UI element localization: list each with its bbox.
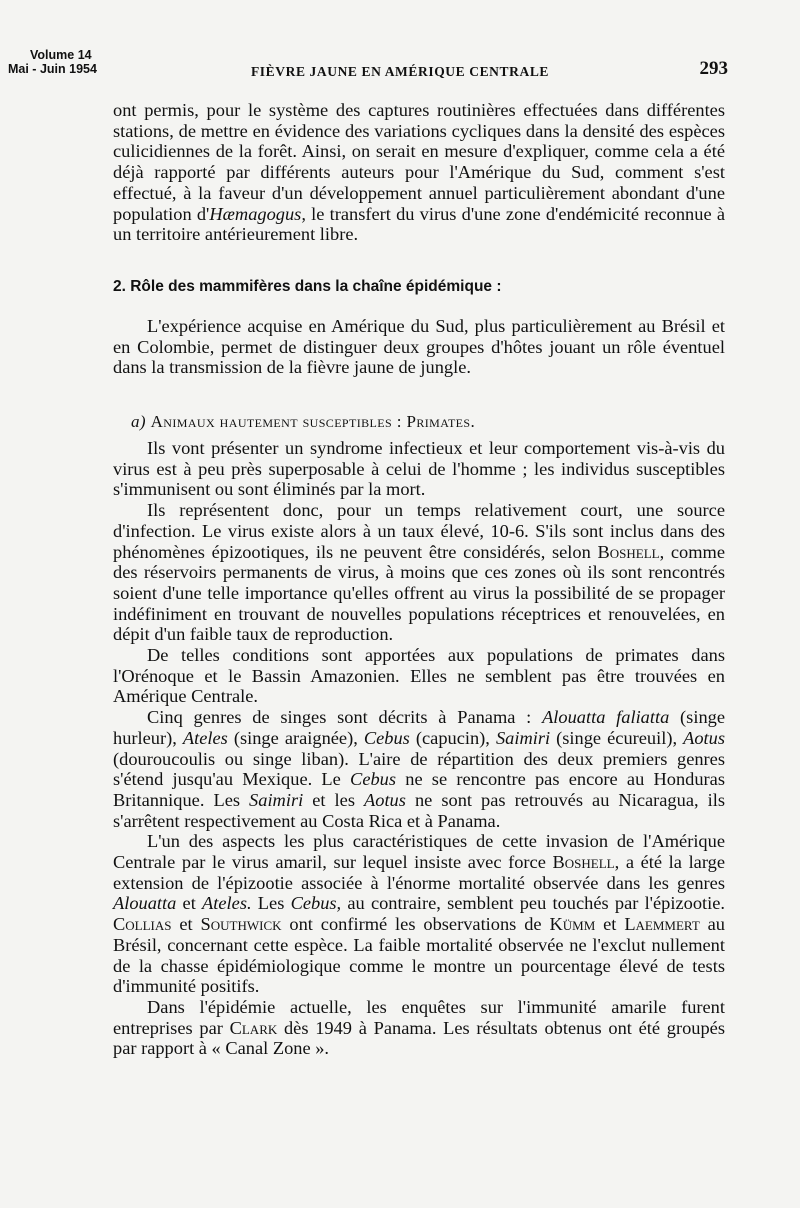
paragraph-3: Ils vont présenter un syndrome infectieux et leur comportement vis-à-vis du virus est à peu près superposable à celui de l'homme ; les individus susceptibles s'immunisent ou sont éliminés par la mort.	[113, 438, 725, 500]
text-run: et	[176, 893, 203, 914]
text-run: (capucin),	[409, 727, 496, 748]
paragraph-6	[113, 707, 725, 831]
text-run: au contraire, semblent peu touchés par l'épizootie.	[341, 893, 725, 914]
author-name: Laemmert	[624, 914, 700, 935]
text-run: (singe araignée),	[227, 727, 364, 748]
author-name: Southwick	[200, 914, 282, 935]
text-run: ont confirmé les observations de	[281, 914, 550, 935]
text-block-1	[113, 100, 725, 245]
text-run: Ils représentent donc, pour un temps relativement court, une source d'infection. Le virus existe alors à un taux élevé, 10-6. S'ils sont inclus dans des phénomènes épizootiques, ils ne peuvent être considérés, selon	[113, 500, 725, 562]
text-run: au Brésil, concernant cette espèce. La faible mortalité observée ne l'exclut nullement de la chasse épidémiologique comme le montre un pourcentage élevé de tests d'immunité positifs.	[113, 914, 726, 997]
text-run: Cinq genres de singes sont décrits à Panama :	[147, 707, 543, 728]
genus-name: Ateles.	[202, 893, 252, 914]
text-run: (singe écureuil),	[550, 727, 684, 748]
paragraph-8	[113, 997, 725, 1059]
text-run: dès 1949 à Panama. Les résultats obtenus ont été groupés par rapport à « Canal Zone ».	[113, 1017, 725, 1059]
genus-name: Hæmagogus,	[209, 203, 306, 224]
genus-name: Aotus	[683, 727, 725, 748]
text-block-2	[113, 316, 725, 378]
text-run: , a été la large extension de l'épizootie associée à l'énorme mortalité observée dans les genres	[113, 852, 725, 893]
text-run: ne sont pas retrouvés au Nicaragua, ils s'arrêtent respectivement au Costa Rica et à Panama.	[113, 789, 725, 831]
issue-date: Mai - Juin 1954	[8, 62, 97, 76]
text-run: le transfert du virus d'une zone d'endémicité reconnue à un territoire antérieurement libre.	[113, 203, 725, 245]
author-name: Clark	[229, 1017, 278, 1038]
genus-name: Saimiri	[249, 789, 304, 810]
paragraph-5: De telles conditions sont apportées aux populations de primates dans l'Orénoque et le Bassin Amazonien. Elles ne semblent pas être trouvées en Amérique Centrale.	[113, 645, 725, 707]
author-name: Boshell	[552, 852, 615, 873]
paragraph-7	[113, 831, 725, 997]
section-heading: 2. Rôle des mammifères dans la chaîne épidémique :	[113, 278, 502, 295]
genus-name: Cebus	[363, 727, 410, 748]
genus-name: Ateles	[182, 727, 228, 748]
author-name: Kümm	[549, 914, 596, 935]
genus-name: Alouatta faliatta	[542, 707, 670, 728]
genus-name: Cebus,	[290, 893, 342, 914]
genus-name: Alouatta	[113, 893, 177, 914]
subheading	[131, 412, 475, 432]
volume-number: Volume 14	[30, 48, 92, 62]
paragraph-2: L'expérience acquise en Amérique du Sud, plus particulièrement au Brésil et en Colombie, permet de distinguer deux groupes d'hôtes jouant un rôle éventuel dans la transmission de la fièvre jaune de jungle.	[113, 316, 725, 378]
text-run: L'un des aspects les plus caractéristiques de cette invasion de l'Amérique Centrale par le virus amaril, sur lequel insiste avec force	[113, 831, 725, 873]
genus-name: Saimiri	[495, 727, 551, 748]
text-run: ont permis, pour le système des captures routinières effectuées dans différentes stations, de mettre en évidence des variations cycliques dans la densité des espèces culicidiennes de la forêt. Ainsi, on serait en mesure d'expliquer, comme cela a été déjà rapporté par différents auteurs pour l'Amérique du Sud, comment s'est effectué, à la faveur d'un développement annuel particulièrement abondant d'une population d'	[113, 100, 725, 224]
page-number: 293	[699, 58, 728, 79]
text-run: ne se rencontre pas encore au Honduras Britannique. Les	[113, 769, 726, 810]
paragraph-1	[113, 100, 725, 245]
text-run: et	[595, 914, 625, 935]
running-title: FIÈVRE JAUNE EN AMÉRIQUE CENTRALE	[250, 64, 550, 79]
subheading-text: Animaux hautement susceptibles : Primates.	[150, 412, 476, 431]
subheading-marker: a)	[131, 412, 146, 431]
genus-name: Aotus	[364, 789, 406, 810]
text-block-3	[113, 438, 725, 1059]
text-run: Les	[251, 893, 291, 914]
text-run: , comme des réservoirs permanents de virus, à moins que ces zones où ils sont rencontrés soient d'une telle importance qu'elles offrent au virus la possibilité de se propager indéfiniment en trouvant de nouvelles populations réceptrices et renouvelées, en dépit d'un faible taux de reproduction.	[113, 541, 726, 645]
text-run: Dans l'épidémie actuelle, les enquêtes sur l'immunité amarile furent entreprises par	[113, 996, 725, 1038]
text-run: (douroucoulis ou singe liban). L'aire de répartition des deux premiers genres s'étend jusqu'au Mexique. Le	[113, 748, 725, 790]
text-run: et	[171, 914, 201, 935]
paragraph-4	[113, 500, 725, 645]
author-name: Boshell	[597, 541, 660, 562]
text-run: (singe hurleur),	[113, 707, 725, 748]
author-name: Collias	[113, 914, 172, 935]
genus-name: Cebus	[350, 769, 397, 790]
text-run: et les	[303, 789, 365, 810]
